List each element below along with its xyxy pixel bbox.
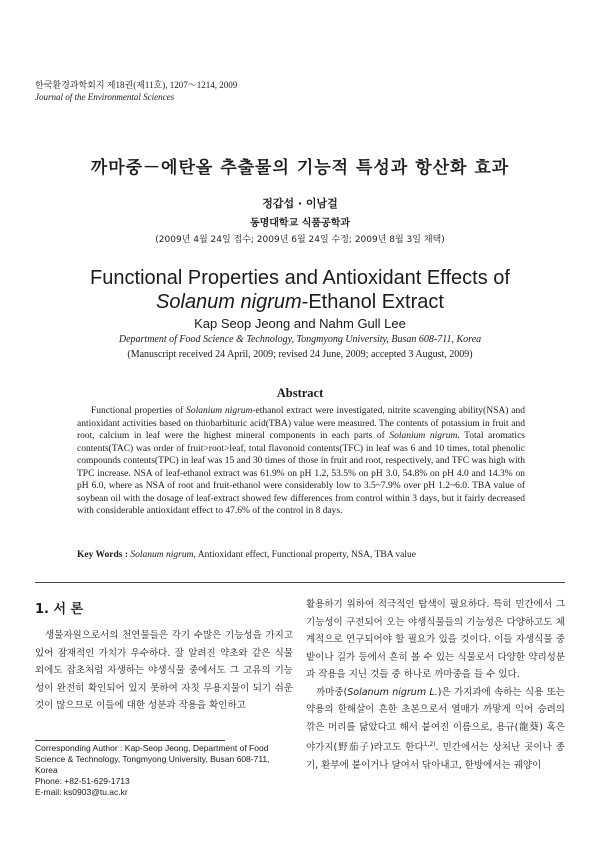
intro-paragraph-2 xyxy=(306,684,565,775)
intro-species: Solanum nigrum L. xyxy=(347,686,438,698)
intro-paragraph-cont: 활용하기 위하여 적극적인 탐색이 필요하다. 특히 민간에서 그 기능성이 구전되어 오는 야생식물들의 기능성은 다양하고도 체계적으로 연구되어야 할 필요가 있을 것이다. 이들 자생식물 중 밭이나 길가 등에서 흔히 볼 수 있는 식물로서 다양한 약리성분과 작용을 지닌 것들 중 하나로 까마중을 들 수 있다. xyxy=(306,599,565,680)
footnote-divider xyxy=(35,740,225,741)
title-english-line1: Functional Properties and Antioxidant Effects of xyxy=(90,267,510,289)
intro-paragraph: 생물자원으로서의 천연물들은 각기 수많은 기능성을 가지고 있어 잠재적인 가치가 우수하다. 잘 알려진 약초와 같은 식물 외에도 잡초처럼 자생하는 야생식물 중에서도 그 고유의 기능성이 완전히 확인되어 있지 못하여 자칫 무용지물이 되기 쉬운 것이 많으므로 이들에 대한 성분과 작용을 확인하고 xyxy=(35,630,293,711)
title-english xyxy=(0,266,600,314)
title-species-name: Solanum nigrum xyxy=(156,291,302,313)
title-korean: 까마중－에탄올 추출물의 기능적 특성과 항산화 효과 xyxy=(90,158,510,178)
abstract-body xyxy=(77,405,525,518)
abstract-species-1: Solanium nigrum xyxy=(186,406,253,416)
intro-text-right xyxy=(306,596,565,774)
abstract-heading: Abstract xyxy=(276,386,324,400)
dates-english: (Manuscript received 24 April, 2009; revised 24 June, 2009; accepted 3 August, 2009) xyxy=(127,349,473,360)
keywords-list: , Antioxidant effect, Functional property, NSA, TBA value xyxy=(193,550,416,560)
intro-p2-b: )은 가지과에 속하는 식용 또는 약용의 한해살이 흔한 초본으로서 열매가 까맣게 익어 승려의 깎은 머리를 닮았다고 해서 붙여진 이름으로, 용규(龍葵) 혹은 야가지(野茄子)라고도 한다 xyxy=(306,686,565,754)
keywords-species: Solanum nigrum xyxy=(130,550,194,560)
authors-english: Kap Seop Jeong and Nahm Gull Lee xyxy=(194,316,406,331)
title-english-line2 xyxy=(0,290,600,314)
dates-korean: (2009년 4월 24일 접수; 2009년 6월 24일 수정; 2009년 8월 3일 채택) xyxy=(155,235,445,245)
authors-korean: 정갑섭 · 이남걸 xyxy=(262,197,338,210)
intro-p2-a: 까마중( xyxy=(316,686,348,698)
abstract-paragraph xyxy=(77,405,525,518)
abstract-text-2: -ethanol extract were investigated, nitrite scavenging ability(NSA) and antioxidant activities based on thiobarbituric acid(TBA) value were measured. The contents of potassium in fruit and root, calcium in leaf were the highest mineral components in each parts of xyxy=(77,406,525,441)
footnote-phone: Phone: +82-51-629-1713 xyxy=(35,776,130,786)
right-column xyxy=(306,596,565,774)
affiliation-korean: 동명대학교 식품공학과 xyxy=(249,218,351,229)
intro-p2-c: . 민간에서는 상처난 곳이나 종기, 환부에 붙이거나 달여서 닦아내고, 한방에서는 궤양이 xyxy=(306,742,565,771)
corresponding-author-footnote xyxy=(35,743,293,798)
footnote-author: Corresponding Author : Kap-Seop Jeong, Department of Food Science & Technology, Tongmyong University, Busan 608-711, Korea xyxy=(35,743,270,775)
section-heading-intro: 1. 서 론 xyxy=(35,602,84,617)
abstract-text-1: Functional properties of xyxy=(91,406,187,416)
affiliation-english: Department of Food Science & Technology, Tongmyong University, Busan 608-711, Korea xyxy=(118,334,482,345)
title-english-line2-rest: -Ethanol Extract xyxy=(301,291,444,313)
journal-name-en: Journal of the Environmental Sciences xyxy=(35,92,175,102)
abstract-text-3: . Total aromatics contents(TAC) was order of fruit>root>leaf, total flavonoid contents(TFC) in leaf was 6 and 10 times, total phenolic compounds contents(TPC) in leaf was 15 and 30 times of those in fruit and root, respectively, and TFC was high with TPC increase. NSA of leaf-ethanol extract was 61.9% on pH 1.2, 53.5% on pH 3.0, 54.8% on pH 4.0 and 14.3% on pH 6.0, where as NSA of root and fruit-ethanol were considerably low to 3.5~7.9% over pH 1.2~6.0. TBA value of soybean oil with the dosage of leaf-extract showed few differences from control within 3 days, but it fairly decreased with considerable antioxidant effect to 47.6% of the control in 8 days. xyxy=(77,431,525,516)
left-column xyxy=(35,598,293,715)
journal-header xyxy=(35,79,237,103)
divider xyxy=(35,582,565,583)
journal-citation-kr: 한국환경과학회지 제18권(제11호), 1207～1214, 2009 xyxy=(35,80,238,90)
intro-text-left xyxy=(35,627,293,715)
citation-ref: 1,2) xyxy=(423,741,436,748)
keywords xyxy=(77,550,527,560)
keywords-label: Key Words : xyxy=(77,550,131,560)
abstract-species-2: Solanium nigrum xyxy=(389,431,458,441)
footnote-email: E-mail: ks0903@tu.ac.kr xyxy=(35,787,128,797)
